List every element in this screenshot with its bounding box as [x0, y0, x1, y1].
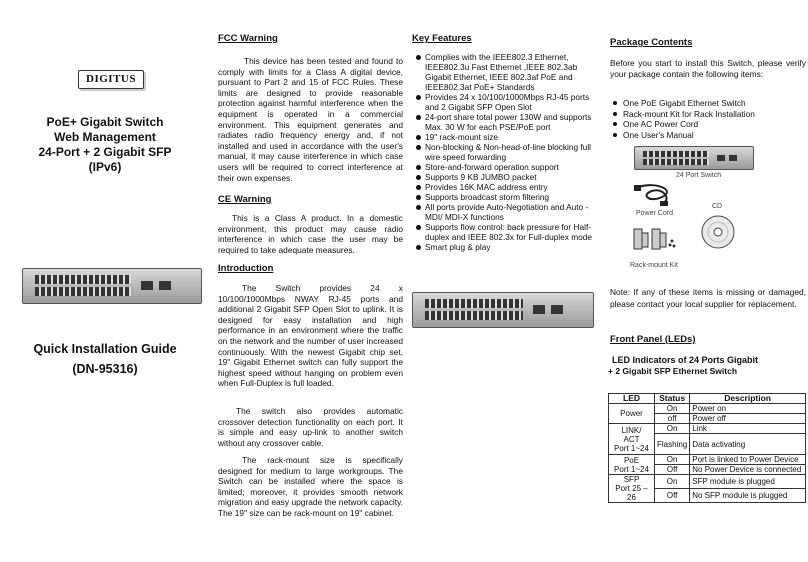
table-row: SFP Port 25 – 26 On SFP module is plugged [609, 475, 806, 489]
list-item: Rack-mount Kit for Rack Installation [610, 109, 806, 120]
cd-caption: CD [712, 203, 723, 210]
table-row: Off No Power Device is connected [609, 465, 806, 475]
product-title-line-1: PoE+ Gigabit Switch [46, 115, 164, 129]
ce-heading: CE Warning [218, 194, 272, 205]
led-subtitle-2: + 2 Gigabit SFP Ethernet Switch [608, 366, 738, 376]
intro-paragraph-1: The Switch provides 24 x 10/100/1000Mbps NWAY RJ-45 ports and additional 2 Gigabit SFP Open Slot to uplink. It is designed for easy installation and high performance in an environment where the traffic on the network and the number of user increased continuously. With the newest Gigabit chip set, 19" Gigabit Ethernet switch can fully support the highest speed without hanging on problem even when Full-Duplex is full loaded. [218, 283, 403, 389]
package-list [610, 98, 806, 140]
table-row: Off No SFP module is plugged [609, 489, 806, 503]
rack-kit-caption: Rack-mount Kit [630, 262, 678, 269]
power-cord-caption: Power Cord [636, 210, 673, 217]
power-led-cell: Power [609, 404, 655, 424]
list-item: One User's Manual [610, 130, 806, 141]
package-note: Note: If any of these items is missing or damaged, please contact your local supplier for replacement. [610, 287, 806, 309]
status-header: Status [655, 394, 690, 404]
package-intro: Before you start to install this Switch, please verify your package contain the following items: [610, 58, 806, 79]
package-column [606, 0, 808, 562]
sfp-led-cell: SFP Port 25 – 26 [609, 475, 655, 503]
intro-heading: Introduction [218, 263, 274, 274]
table-row: LINK/ ACT Port 1~24 On Link [609, 424, 806, 434]
link-led-cell: LINK/ ACT Port 1~24 [609, 424, 655, 455]
led-table [608, 393, 806, 503]
list-item: Supports flow control: back pressure for Half-duplex and IEEE 802.3x for Full-duplex mode [414, 222, 604, 242]
intro-paragraph-3: The rack-mount size is specifically designed for medium to large workgroups. The Switch can be installed where the space is limited; moreover, it provides smooth network migration and easy upgrade the network capacity. The 19" size can be rack-mount on 19" cabinet. [218, 455, 403, 518]
list-item: Store-and-forward operation support [414, 162, 604, 172]
list-item: Non-blocking & Non-head-of-line blocking full wire speed forwarding [414, 142, 604, 162]
front-panel-heading: Front Panel (LEDs) [610, 334, 696, 345]
fcc-heading: FCC Warning [218, 33, 278, 44]
product-title-line-2: Web Management [54, 130, 156, 144]
guide-title: Quick Installation Guide [33, 342, 177, 356]
list-item: 19" rack-mount size [414, 132, 604, 142]
poe-led-cell: PoE Port 1~24 [609, 455, 655, 475]
warnings-column [215, 0, 405, 562]
list-item: All ports provide Auto-Negotiation and Auto -MDI/ MDI-X functions [414, 202, 604, 222]
product-title-line-4: (IPv6) [88, 160, 122, 174]
cd-icon [700, 214, 736, 250]
cover-column [0, 0, 200, 562]
digitus-logo: DIGITUS [78, 70, 144, 89]
description-header: Description [690, 394, 806, 404]
product-title-line-3: 24-Port + 2 Gigabit SFP [38, 145, 172, 159]
table-row: off Power off [609, 414, 806, 424]
table-row: Flashing Data activating [609, 434, 806, 455]
rack-kit-icon [632, 227, 676, 253]
ce-text: This is a Class A product. In a domestic environment, this product may cause radio interference in which case the user may be required to take adequate measures. [218, 213, 403, 255]
switch-image [412, 292, 594, 328]
table-row [609, 394, 806, 404]
features-heading: Key Features [412, 33, 472, 44]
list-item: Provides 16K MAC address entry [414, 182, 604, 192]
list-item: Provides 24 x 10/100/1000Mbps RJ-45 ports and 2 Gigabit SFP Open Slot [414, 92, 604, 112]
intro-paragraph-2: The switch also provides automatic crossover detection functionality on each port. It is simple and easy up-link to another switch without any crossover cable. [218, 406, 403, 448]
switch-image [22, 268, 202, 304]
package-heading: Package Contents [610, 37, 693, 48]
list-item: Supports 9 KB JUMBO packet [414, 172, 604, 182]
list-item: Smart plug & play [414, 242, 604, 252]
table-row: Power On Power on [609, 404, 806, 414]
list-item: Supports broadcast storm filtering [414, 192, 604, 202]
fcc-text: This device has been tested and found to comply with limits for a Class A digital device, pursuant to Part 2 and 15 of FCC Rules. These limits are designed to provide reasonable protection against harmful interference when the equipment is operated in a commercial environment. This equipment generates and radiates radio frequency energy and, if not installed and used in accordance with the user's manual, it may cause interference in which case users will be required to correct interference at their own expenses. [218, 56, 403, 183]
model-number: (DN-95316) [72, 362, 138, 376]
switch-image [634, 146, 754, 170]
features-column [410, 0, 605, 562]
switch-caption: 24 Port Switch [676, 172, 722, 179]
list-item: One AC Power Cord [610, 119, 806, 130]
list-item: 24-port share total power 130W and supports Max. 30 W for each PSE/PoE port [414, 112, 604, 132]
features-list [414, 52, 604, 252]
led-subtitle-1: LED Indicators of 24 Ports Gigabit [612, 355, 759, 365]
table-row: PoE Port 1~24 On Port is linked to Power Device [609, 455, 806, 465]
power-cord-icon [632, 183, 680, 207]
list-item: Complies with the IEEE802.3 Ethernet, IEEE802.3u Fast Ethernet ,IEEE 802.3ab Gigabit Ethernet, IEEE 802.3af PoE and IEEE802.3at PoE+ Standards [414, 52, 604, 92]
list-item: One PoE Gigabit Ethernet Switch [610, 98, 806, 109]
led-header: LED [609, 394, 655, 404]
